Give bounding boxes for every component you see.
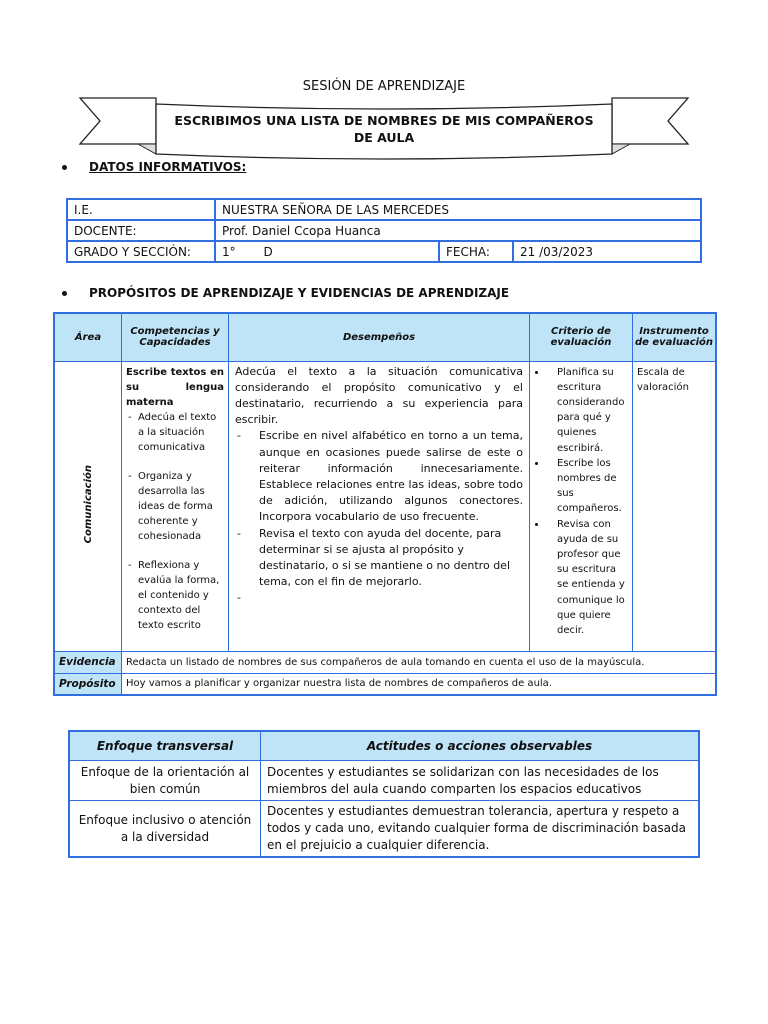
table-header-row: [54, 313, 716, 361]
capacidades-list: [126, 410, 224, 633]
list-item: [235, 590, 523, 606]
seccion-value: D: [263, 244, 273, 259]
docente-value: Prof. Daniel Ccopa Huanca: [215, 220, 701, 241]
list-item: - Revisa el texto con ayuda del docente, para determinar si se ajusta al propósito y destinatario, o si se mantiene o no dentro del tema, con el fin de mejorarlo.: [235, 526, 523, 591]
desempenos-cell: [229, 361, 530, 651]
header-desempenos: Desempeños: [229, 313, 530, 361]
list-item: - Organiza y desarrolla las ideas de forma coherente y cohesionada: [126, 469, 224, 544]
list-item: • Escribe los nombres de sus compañeros.: [547, 456, 629, 517]
section-heading-label: DATOS INFORMATIVOS:: [89, 160, 247, 174]
section-heading-propositos: [62, 286, 509, 300]
docente-label: DOCENTE:: [67, 220, 215, 241]
area-label: Comunicación: [82, 465, 94, 544]
enfoque-actitud: Docentes y estudiantes demuestran tolerancia, apertura y respeto a todos y cada uno, evitando cualquier forma de discriminación basada en el prejuicio a cualquier diferencia.: [261, 801, 700, 858]
table-row: [69, 801, 699, 858]
section-heading-datos: [62, 160, 246, 174]
list-item: - Reflexiona y evalúa la forma, el contenido y contexto del texto escrito: [126, 558, 224, 633]
table-row: [67, 199, 701, 220]
header-criterio: Criterio de evaluación: [530, 313, 633, 361]
desempeno-intro: Adecúa el texto a la situación comunicativa considerando el propósito comunicativo y el destinatario, recurriendo a su experiencia para escribir.: [235, 364, 523, 427]
fecha-label: FECHA:: [439, 241, 513, 262]
header-enfoque: Enfoque transversal: [69, 731, 261, 761]
competencia-title: Escribe textos en su lengua materna: [126, 366, 224, 408]
enfoque-table: [68, 730, 700, 858]
grado-number: 1°: [222, 244, 236, 259]
banner-title: ESCRIBIMOS UNA LISTA DE NOMBRES DE MIS COMPAÑEROS DE AULA: [174, 113, 594, 145]
bullet-icon: [62, 165, 67, 170]
purposes-table: [53, 312, 717, 696]
area-cell: [54, 361, 122, 651]
proposito-label: Propósito: [54, 673, 122, 695]
proposito-text: Hoy vamos a planificar y organizar nuestra lista de nombres de compañeros de aula.: [122, 673, 717, 695]
list-item: • Revisa con ayuda de su profesor que su escritura se entienda y comunique lo que quiere decir.: [547, 517, 629, 639]
ie-value: NUESTRA SEÑORA DE LAS MERCEDES: [215, 199, 701, 220]
instrumento-cell: Escala de valoración: [633, 361, 717, 651]
table-row: [69, 761, 699, 801]
grado-label: GRADO Y SECCIÓN:: [67, 241, 215, 262]
enfoque-name: Enfoque inclusivo o atención a la diversidad: [69, 801, 261, 858]
list-item: - Adecúa el texto a la situación comunicativa: [126, 410, 224, 455]
table-row: [67, 241, 701, 262]
ie-label: I.E.: [67, 199, 215, 220]
enfoque-name: Enfoque de la orientación al bien común: [69, 761, 261, 801]
table-row: [54, 651, 716, 673]
table-row: [67, 220, 701, 241]
list-item: • Planifica su escritura considerando para qué y quienes escribirá.: [547, 365, 629, 456]
table-header-row: [69, 731, 699, 761]
header-competencias: Competencias y Capacidades: [122, 313, 229, 361]
desempenos-list: [235, 428, 523, 606]
header-area: Área: [54, 313, 122, 361]
enfoque-actitud: Docentes y estudiantes se solidarizan con las necesidades de los miembros del aula cuando comparten los espacios educativos: [261, 761, 700, 801]
table-row: [54, 361, 716, 651]
info-table: [66, 198, 702, 263]
table-row: [54, 673, 716, 695]
criterio-cell: [530, 361, 633, 651]
list-item: - Escribe en nivel alfabético en torno a un tema, aunque en ocasiones puede salirse de este o reiterar información innecesariamente. Establece relaciones entre las ideas, sobre todo de adición, utilizando algunos conectores. Incorpora vocabulario de uso frecuente.: [235, 428, 523, 525]
bullet-icon: [62, 291, 67, 296]
competencias-cell: [122, 361, 229, 651]
fecha-value: 21 /03/2023: [513, 241, 701, 262]
header-instrumento: Instrumento de evaluación: [633, 313, 717, 361]
section-heading-label: PROPÓSITOS DE APRENDIZAJE Y EVIDENCIAS DE APRENDIZAJE: [89, 286, 510, 300]
evidencia-text: Redacta un listado de nombres de sus compañeros de aula tomando en cuenta el uso de la mayúscula.: [122, 651, 717, 673]
session-title: SESIÓN DE APRENDIZAJE: [302, 79, 466, 94]
evidencia-label: Evidencia: [54, 651, 122, 673]
criterios-list: [533, 365, 629, 639]
header-actitudes: Actitudes o acciones observables: [261, 731, 700, 761]
grado-value: [215, 241, 439, 262]
